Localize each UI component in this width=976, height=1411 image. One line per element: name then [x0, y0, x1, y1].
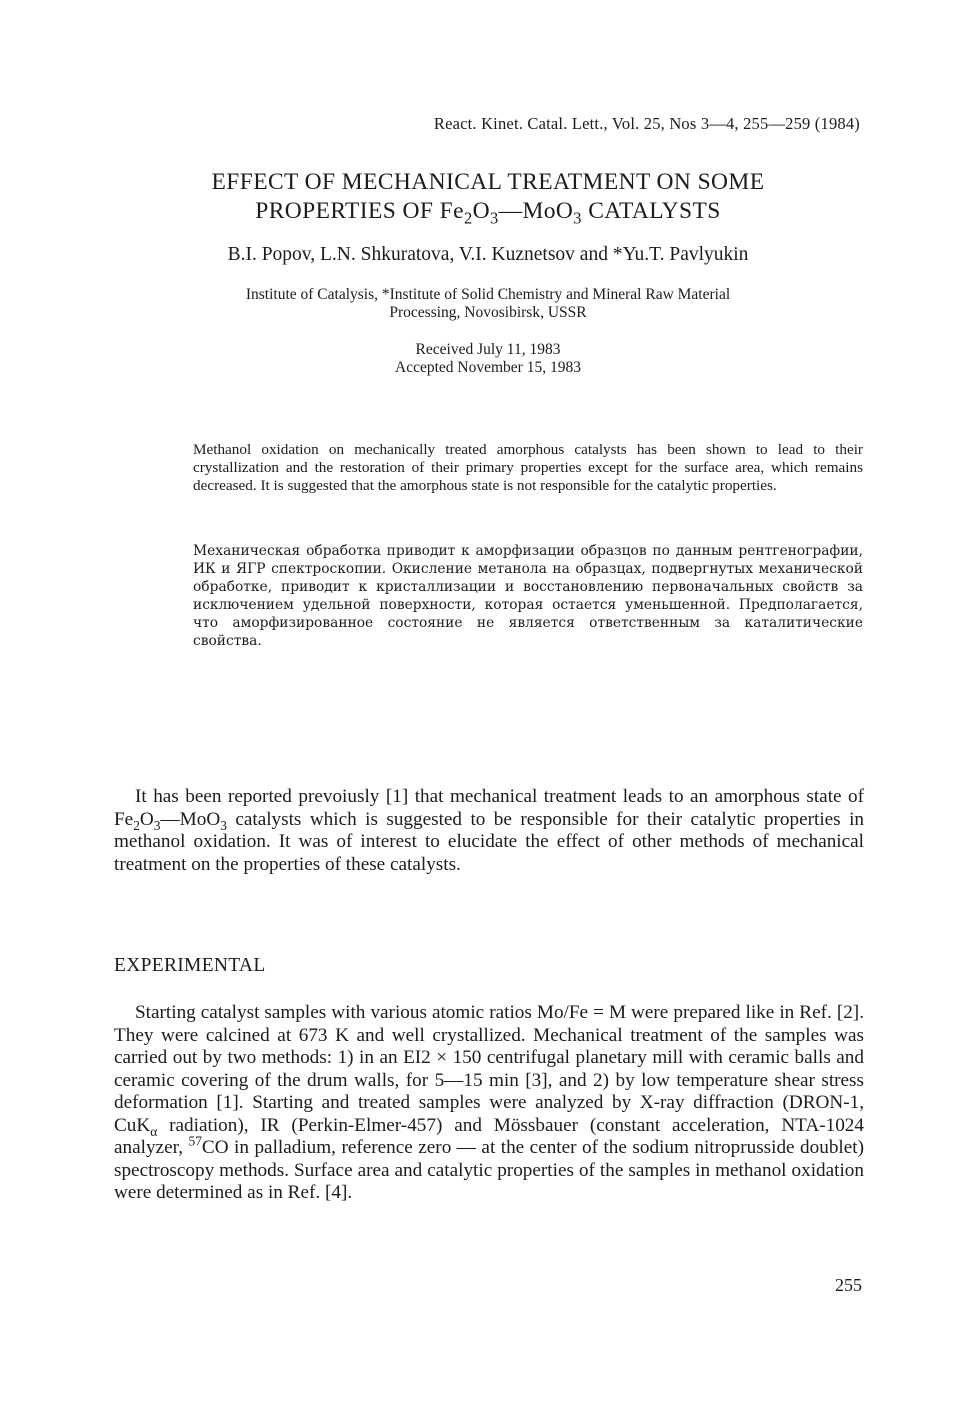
section-heading-experimental: EXPERIMENTAL [114, 955, 266, 976]
received-date: Received July 11, 1983 [415, 341, 561, 358]
journal-reference: React. Kinet. Catal. Lett., Vol. 25, Nos 3—4, 255—259 (1984) [433, 114, 860, 133]
experimental-paragraph: Starting catalyst samples with various atomic ratios Mo/Fe = M were prepared like in Ref. [2]. They were calcined at 673 K and well crystallized. Mechanical treatment of the samples was carried out by two methods: 1) in an EI2 × 150 centrifugal planetary mill with ceramic balls and ceramic covering of the drum walls, for 5—15 min [3], and 2) by low temperature shear stress deformation [1]. Starting and treated samples were analyzed by X-ray diffraction (DRON-1, CuK$_\alpha$ radiation), IR (Perkin-Elmer-457) and Mössbauer (constant acceleration, NTA-1024 analyzer, $^{57}$CO in palladium, reference zero — at the center of the sodium nitroprusside doublet) spectroscopy methods. Surface area and catalytic properties of the samples in methanol oxidation were determined as in Ref. [4]. [114, 1002, 864, 1203]
intro-paragraph: It has been reported prevoiusly [1] that mechanical treatment leads to an amorphous state of $Fe_2O_3—MoO_3$ catalysts which is suggested to be responsible for their catalytic properties in methanol oxidation. It was of interest to elucidate the effect of other methods of mechanical treatment on the properties of these catalysts. [114, 786, 864, 875]
authors: B.I. Popov, L.N. Shkuratova, V.I. Kuznetsov and *Yu.T. Pavlyukin [227, 244, 749, 265]
accepted-date: Accepted November 15, 1983 [395, 359, 581, 376]
affiliation-line-1: Institute of Catalysis, *Institute of Solid Chemistry and Mineral Raw Material [245, 286, 731, 303]
title-line-1: EFFECT OF MECHANICAL TREATMENT ON SOME [211, 169, 765, 195]
affiliation-line-2: Processing, Novosibirsk, USSR [389, 304, 587, 321]
abstract-russian: Механическая обработка приводит к аморфизации образцов по данным рентгенографии, ИК и ЯГР спектроскопии. Окисление метанола на образцах, подвергнутых механической обработке, приводит к кристаллизации и восстановлению первоначальных свойств за исключением удельной поверхности, которая остается уменьшенной. Предполагается, что аморфизированное состояние не является ответственным за каталитические свойства. [193, 543, 863, 650]
page-number: 255 [835, 1275, 862, 1295]
paper-title [100, 168, 876, 226]
abstract-english: Methanol oxidation on mechanically treated amorphous catalysts has been shown to lead to their crystallization and the restoration of their primary properties except for the surface area, which remains decreased. It is suggested that the amorphous state is not responsible for the catalytic properties. [193, 441, 863, 495]
affiliation [100, 286, 876, 322]
title-line-2: PROPERTIES OF $Fe_2O_3—MoO_3$ CATALYSTS [255, 198, 721, 228]
submission-dates [100, 341, 876, 377]
